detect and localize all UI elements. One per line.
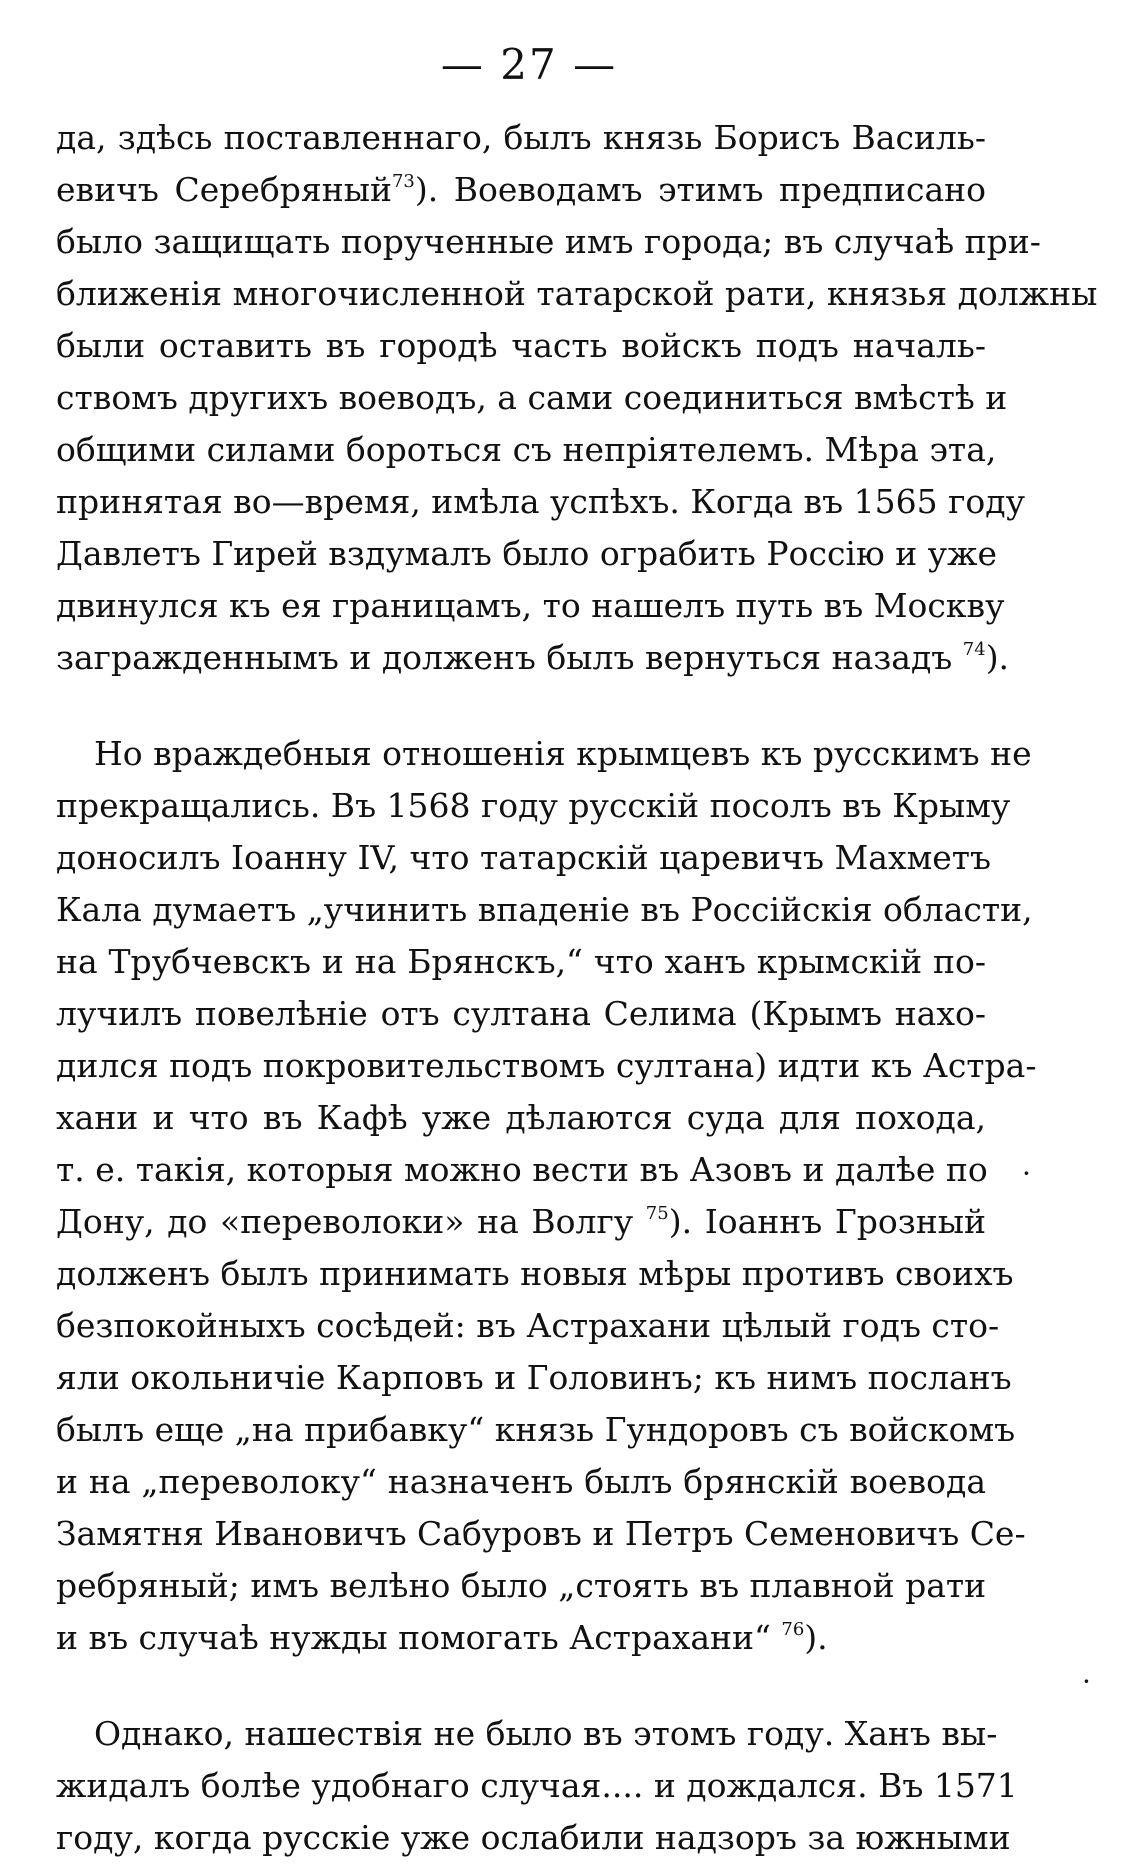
text-line: было защищать порученные имъ города; въ случаѣ при- [56,222,1041,261]
text-fragment: загражденнымъ и долженъ былъ вернуться назадъ [56,638,953,677]
text-fragment: Дону, до «переволоки» на Волгу [56,1202,634,1241]
text-fragment: ). [414,170,439,209]
text-line: Замятня Ивановичъ Сабуровъ и Петръ Семеновичъ Се- [56,1514,1026,1553]
print-speck: · [1022,1157,1031,1190]
footnote-ref: 75 [645,1203,669,1224]
text-line: яли окольничіе Карповъ и Головинъ; къ нимъ посланъ [56,1358,1012,1397]
text-fragment: ). [804,1618,828,1657]
text-line: прекращались. Въ 1568 году русскій посолъ въ Крыму [56,786,1011,825]
text-fragment: и въ случаѣ нужды помогать Астрахани“ [56,1618,771,1657]
text-fragment: Іоаннъ Грозный [704,1202,986,1241]
text-fragment: Воеводамъ этимъ предписано [453,170,986,209]
text-line: хани и что въ Кафѣ уже дѣлаются суда для похода, [56,1098,986,1137]
text-line: общими силами бороться съ непріятелемъ. Мѣра эта, [56,430,997,469]
footnote-ref: 76 [781,1619,805,1640]
text-line: Давлетъ Гирей вздумалъ было ограбить Россію и уже [56,534,997,573]
text-line: безпокойныхъ сосѣдей: въ Астрахани цѣлый годъ сто- [56,1306,1000,1345]
text-line: и на „переволоку“ назначенъ былъ брянскій воевода [56,1462,986,1501]
print-speck: · [1082,1665,1091,1698]
text-fragment: евичъ Серебряный [56,170,392,209]
paragraph-first-line: Однако, нашествія не было въ этомъ году. Ханъ вы- [94,1714,998,1753]
text-line [56,632,1010,684]
text-line: жидалъ болѣе удобнаго случая.... и дождался. Въ 1571 [56,1766,1018,1805]
text-line [56,1196,986,1248]
text-fragment: ). [985,638,1010,677]
text-line: Кала думаетъ „учинить впаденіе въ Россійскія области, [56,890,1033,929]
text-line: на Трубчевскъ и на Брянскъ,“ что ханъ крымскій по- [56,942,986,981]
footnote-ref: 74 [962,639,986,660]
text-fragment: ). [668,1202,693,1241]
text-line: да, здѣсь поставленнаго, былъ князь Борисъ Василь- [56,118,986,157]
text-line: дился подъ покровительствомъ султана) идти къ Астра- [56,1046,1037,1085]
text-line: двинулся къ ея границамъ, то нашелъ путь въ Москву [56,586,1005,625]
text-line: т. е. такія, которыя можно вести въ Азовъ и далѣе по [56,1150,988,1189]
text-line: ребряный; имъ велѣно было „стоять въ плавной рати [56,1566,987,1605]
text-line: принятая во—время, имѣла успѣхъ. Когда въ 1565 году [56,482,1025,521]
footnote-ref: 73 [391,171,415,192]
text-line: году, когда русскіе уже ослабили надзоръ за южными [56,1818,1011,1857]
text-line: были оставить въ городѣ часть войскъ подъ началь- [56,326,986,365]
text-line: лучилъ повелѣніе отъ султана Селима (Крымъ нахо- [56,994,986,1033]
text-line: былъ еще „на прибавку“ князь Гундоровъ съ войскомъ [56,1410,1016,1449]
text-line [56,1612,986,1664]
text-line [56,164,986,216]
text-line: долженъ былъ принимать новыя мѣры противъ своихъ [56,1254,1014,1293]
paragraph-first-line: Но враждебныя отношенія крымцевъ къ русскимъ не [94,734,1032,773]
page-number: — 27 — [440,40,618,89]
text-line: ближенія многочисленной татарской рати, князья должны [56,274,1098,313]
text-line: доносилъ Іоанну IV, что татарскій царевичъ Махметъ [56,838,992,877]
text-line: ствомъ другихъ воеводъ, а сами соединиться вмѣстѣ и [56,378,1008,417]
